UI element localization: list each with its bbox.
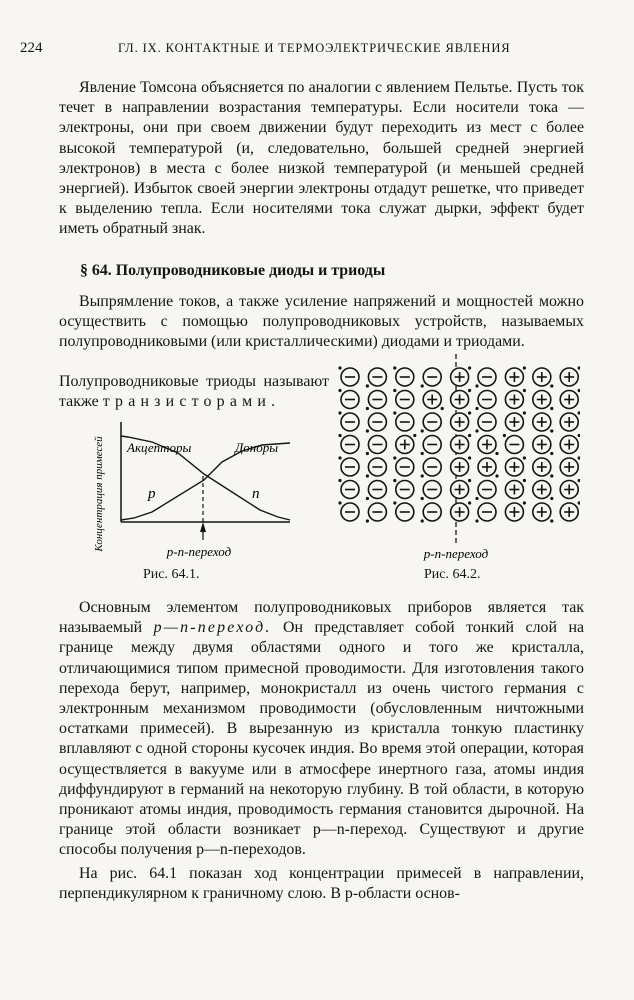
ion-positive — [533, 413, 551, 431]
electron-dot — [578, 434, 580, 437]
ion-positive — [560, 458, 578, 476]
fig1-caption: Рис. 64.1. — [143, 567, 200, 582]
hole-dot — [338, 479, 341, 482]
running-title: ГЛ. IX. КОНТАКТНЫЕ И ТЕРМОЭЛЕКТРИЧЕСКИЕ ЯВЛЕНИЯ — [118, 41, 511, 55]
ion-negative — [341, 436, 359, 454]
ion-positive — [451, 391, 469, 409]
ion-negative — [396, 391, 414, 409]
hole-dot — [393, 456, 396, 459]
hole-dot — [475, 497, 478, 500]
paragraph-rectification: Выпрямление токов, а также усиление напряжений и мощностей можно осуществить с помощью полупроводниковых устройств, называемых полупроводниковыми (или кристаллическими) диодами и триодами. — [59, 293, 584, 351]
ion-positive — [505, 391, 523, 409]
electron-dot — [468, 456, 471, 459]
hole-dot — [393, 479, 396, 482]
ion-positive — [451, 368, 469, 386]
ion-negative — [478, 368, 496, 386]
ion-negative — [341, 481, 359, 499]
hole-dot — [475, 384, 478, 387]
ion-negative — [368, 368, 386, 386]
donors-label: Доноры — [235, 440, 279, 455]
ion-negative — [396, 503, 414, 521]
fig1-ylabel: Концентрация примесей — [93, 436, 105, 552]
electron-dot — [468, 501, 471, 504]
hole-dot — [338, 456, 341, 459]
junction-arrow — [200, 522, 206, 532]
ion-negative — [478, 391, 496, 409]
paragraph-thomson: Явление Томсона объясняется по аналогии с явлением Пельтье. Пусть ток течет в направлении возрастания температуры. Если носители тока — электроны, они при своем движении будут переходить из мест с более высокой температурой (и, следовательно, большей средней энергией электронов) в места с более низкой температурой (и меньшей средней энергией). Избыток своей энергии электроны отдадут решетке, что приведет к выделению тепла. Если носителями тока служат дырки, эффект будет иметь обратный знак. — [59, 79, 584, 238]
pn-term: p—n-переход. — [153, 619, 272, 637]
ion-negative — [341, 368, 359, 386]
ion-positive — [533, 391, 551, 409]
electron-dot — [550, 407, 553, 410]
hole-dot — [475, 407, 478, 410]
transistors-term: транзисторами. — [102, 393, 281, 411]
electron-dot — [550, 452, 553, 455]
ion-negative — [423, 481, 441, 499]
paragraph-transistors — [59, 372, 329, 412]
ion-negative — [505, 436, 523, 454]
ion-positive — [533, 436, 551, 454]
hole-dot — [366, 384, 369, 387]
hole-dot — [338, 389, 341, 392]
electron-dot — [468, 366, 471, 369]
ion-positive — [505, 503, 523, 521]
electron-dot — [495, 474, 498, 477]
ion-negative — [423, 436, 441, 454]
page-header — [20, 40, 614, 60]
ion-positive — [560, 503, 578, 521]
ion-negative — [478, 503, 496, 521]
pn-text-before: Основным элементом полупроводниковых приборов является так называемый — [59, 599, 584, 637]
hole-dot — [366, 519, 369, 522]
electron-dot — [495, 452, 498, 455]
electron-dot — [523, 389, 526, 392]
hole-dot — [475, 519, 478, 522]
electron-dot — [578, 479, 580, 482]
electron-dot — [523, 456, 526, 459]
figure-64-1 — [82, 418, 297, 566]
page-number: 224 — [20, 40, 43, 56]
ion-positive — [451, 503, 469, 521]
hole-dot — [366, 452, 369, 455]
ion-negative — [478, 413, 496, 431]
ion-positive — [533, 481, 551, 499]
ion-positive — [560, 368, 578, 386]
hole-dot — [393, 366, 396, 369]
electron-dot — [578, 366, 580, 369]
ion-negative — [341, 503, 359, 521]
ion-positive — [478, 436, 496, 454]
hole-dot — [366, 429, 369, 432]
hole-dot — [503, 434, 506, 437]
electron-dot — [468, 389, 471, 392]
pn-text-after: Он представляет собой тонкий слой на границе между двумя областями одного и того же кристалла, отличающимися типом примесной проводимости. Для изготовления такого перехода берут, например, монокристалл из очень чистого германия с электронным механизмом проводимости (обусловленным ничтожными остатками примесей). В вырезанную из кристалла тонкую пластинку вплавляют с одной стороны кусочек индия. Во время этой операции, которая осуществляется в вакууме или в атмосфере инертного газа, атомы индия диффундируют в германий на некоторую глубину. В той области, в которую проникают атомы индия, проводимость германия становится дырочной. На границе этой области возникает p—n-переход. Существуют и другие способы получения p—n-переходов. — [59, 619, 585, 859]
electron-dot — [578, 456, 580, 459]
p-region-label: p — [148, 486, 156, 502]
hole-dot — [393, 501, 396, 504]
electron-dot — [578, 389, 580, 392]
hole-dot — [421, 497, 424, 500]
ion-negative — [368, 391, 386, 409]
ion-positive — [533, 368, 551, 386]
ion-positive — [505, 368, 523, 386]
electron-dot — [550, 429, 553, 432]
ion-positive — [423, 391, 441, 409]
paragraph-concentration: На рис. 64.1 показан ход концентрации примесей в направлении, перпендикулярном к граничному слою. В p-области основ- — [59, 865, 584, 903]
electron-dot — [523, 479, 526, 482]
ion-negative — [341, 413, 359, 431]
electron-dot — [550, 519, 553, 522]
fig2-junction-label: p-n-переход — [423, 546, 489, 561]
ion-negative — [396, 481, 414, 499]
n-region-label: n — [252, 486, 260, 502]
electron-dot — [523, 501, 526, 504]
ion-positive — [533, 458, 551, 476]
electron-dot — [578, 501, 580, 504]
acceptors-label: Акцепторы — [127, 440, 192, 455]
ion-positive — [560, 413, 578, 431]
hole-dot — [338, 366, 341, 369]
hole-dot — [421, 519, 424, 522]
ion-positive — [505, 481, 523, 499]
hole-dot — [366, 474, 369, 477]
electron-dot — [413, 434, 416, 437]
hole-dot — [475, 429, 478, 432]
ion-positive — [478, 458, 496, 476]
hole-dot — [393, 389, 396, 392]
ion-negative — [396, 368, 414, 386]
electron-dot — [468, 434, 471, 437]
ion-positive — [560, 481, 578, 499]
paragraph-pn-junction — [59, 598, 584, 861]
ion-negative — [368, 503, 386, 521]
ion-positive — [451, 413, 469, 431]
ion-positive — [451, 436, 469, 454]
electron-dot — [441, 407, 444, 410]
ion-positive — [560, 391, 578, 409]
figure-64-2 — [334, 352, 580, 564]
ion-positive — [505, 458, 523, 476]
electron-dot — [550, 497, 553, 500]
ion-negative — [341, 458, 359, 476]
electron-dot — [523, 366, 526, 369]
ion-positive — [560, 436, 578, 454]
electron-dot — [468, 411, 471, 414]
hole-dot — [421, 452, 424, 455]
ion-positive — [396, 436, 414, 454]
electron-dot — [550, 384, 553, 387]
hole-dot — [338, 501, 341, 504]
ion-negative — [478, 481, 496, 499]
fig1-junction-label: p-n-переход — [166, 544, 232, 559]
electron-dot — [523, 411, 526, 414]
ion-positive — [451, 481, 469, 499]
ion-negative — [423, 368, 441, 386]
fig2-caption: Рис. 64.2. — [424, 567, 481, 582]
ion-negative — [368, 413, 386, 431]
ion-negative — [423, 413, 441, 431]
hole-dot — [421, 474, 424, 477]
electron-dot — [550, 474, 553, 477]
hole-dot — [421, 384, 424, 387]
hole-dot — [338, 411, 341, 414]
electron-dot — [578, 411, 580, 414]
transistors-text: Полупроводниковые триоды называют также — [59, 373, 329, 411]
hole-dot — [421, 429, 424, 432]
section-title: § 64. Полупроводниковые диоды и триоды — [80, 262, 386, 279]
ion-negative — [396, 413, 414, 431]
ion-negative — [423, 503, 441, 521]
ion-negative — [368, 481, 386, 499]
hole-dot — [338, 434, 341, 437]
ion-negative — [341, 391, 359, 409]
ion-negative — [368, 458, 386, 476]
ion-negative — [396, 458, 414, 476]
ion-positive — [451, 458, 469, 476]
ion-negative — [423, 458, 441, 476]
ion-positive — [533, 503, 551, 521]
hole-dot — [393, 411, 396, 414]
electron-dot — [468, 479, 471, 482]
hole-dot — [366, 407, 369, 410]
hole-dot — [366, 497, 369, 500]
ion-negative — [368, 436, 386, 454]
ion-positive — [505, 413, 523, 431]
